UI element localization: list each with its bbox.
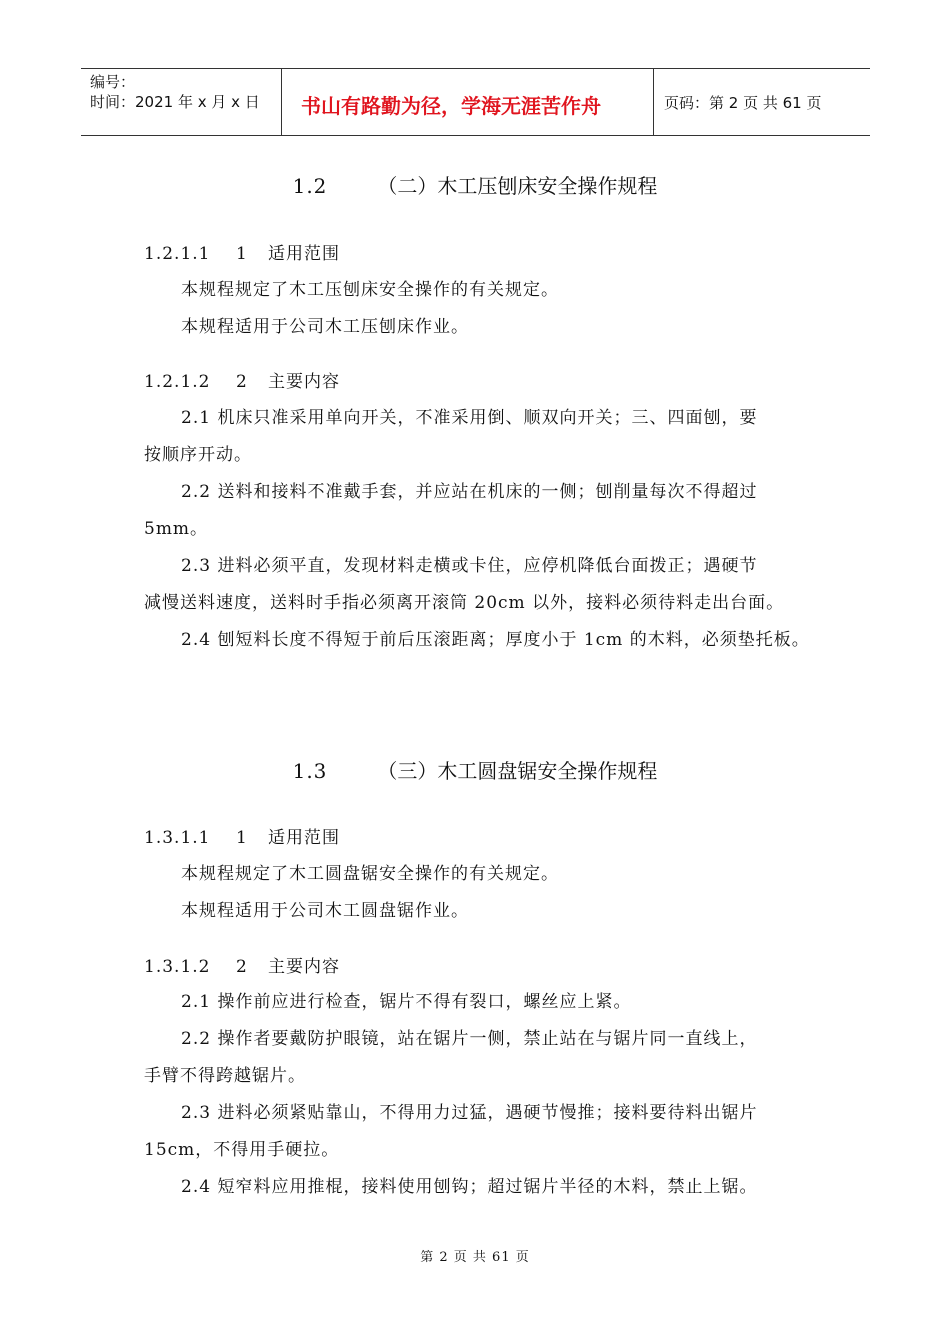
page-header	[81, 68, 870, 136]
subsection-index: 2	[236, 957, 248, 977]
subsection-title: 适用范围	[268, 828, 340, 848]
header-motto: 书山有路勤为径，学海无涯苦作舟	[282, 69, 654, 135]
subsection-title: 主要内容	[268, 372, 340, 392]
section-title	[0, 757, 950, 785]
header-page-info: 页码：第 2 页 共 61 页	[664, 94, 822, 112]
subsection-number: 1.2.1.1	[144, 244, 211, 264]
section-title	[0, 172, 950, 200]
subsection-number: 1.2.1.2	[144, 372, 211, 392]
subsection-title: 主要内容	[268, 957, 340, 977]
paragraph-line: 2.1 机床只准采用单向开关，不准采用倒、顺双向开关；三、四面刨，要	[181, 408, 758, 428]
subsection-heading	[144, 955, 340, 979]
paragraph-line: 本规程规定了木工圆盘锯安全操作的有关规定。	[181, 864, 559, 884]
paragraph-line: 本规程适用于公司木工压刨床作业。	[181, 317, 469, 337]
subsection-heading	[144, 242, 340, 266]
subsection-number: 1.3.1.2	[144, 957, 211, 977]
paragraph-line: 2.1 操作前应进行检查，锯片不得有裂口，螺丝应上紧。	[181, 992, 632, 1012]
page-footer: 第 2 页 共 61 页	[420, 1250, 530, 1265]
paragraph	[144, 272, 824, 346]
paragraph-line: 2.3 进料必须紧贴靠山，不得用力过猛，遇硬节慢推；接料要待料出锯片	[181, 1103, 758, 1123]
paragraph	[144, 984, 824, 1206]
paragraph-line: 按顺序开动。	[144, 445, 252, 465]
paragraph-line: 减慢送料速度，送料时手指必须离开滚筒 20cm 以外，接料必须待料走出台面。	[144, 593, 785, 613]
paragraph-line: 2.4 短窄料应用推棍，接料使用刨钩；超过锯片半径的木料，禁止上锯。	[181, 1177, 758, 1197]
paragraph	[144, 400, 824, 659]
section-heading: （三）木工圆盘锯安全操作规程	[377, 759, 658, 783]
header-meta	[81, 69, 282, 135]
paragraph	[144, 856, 824, 930]
subsection-index: 1	[236, 828, 248, 848]
paragraph-line: 2.3 进料必须平直，发现材料走横或卡住，应停机降低台面拨正；遇硬节	[181, 556, 758, 576]
subsection-index: 1	[236, 244, 248, 264]
section-number: 1.3	[292, 759, 328, 783]
paragraph-line: 本规程规定了木工压刨床安全操作的有关规定。	[181, 280, 559, 300]
subsection-heading	[144, 826, 340, 850]
paragraph-line: 15cm，不得用手硬拉。	[144, 1140, 340, 1160]
paragraph-line: 本规程适用于公司木工圆盘锯作业。	[181, 901, 469, 921]
paragraph-line: 2.2 送料和接料不准戴手套，并应站在机床的一侧；刨削量每次不得超过	[181, 482, 758, 502]
document-time: 时间：2021 年 x 月 x 日	[90, 93, 260, 111]
subsection-number: 1.3.1.1	[144, 828, 211, 848]
paragraph-line: 手臂不得跨越锯片。	[144, 1066, 306, 1086]
section-number: 1.2	[292, 174, 328, 198]
subsection-index: 2	[236, 372, 248, 392]
paragraph-line: 5mm。	[144, 519, 209, 539]
document-number-label: 编号：	[90, 73, 136, 91]
subsection-title: 适用范围	[268, 244, 340, 264]
subsection-heading	[144, 370, 340, 394]
paragraph-line: 2.4 刨短料长度不得短于前后压滚距离；厚度小于 1cm 的木料，必须垫托板。	[181, 630, 810, 650]
paragraph-line: 2.2 操作者要戴防护眼镜，站在锯片一侧，禁止站在与锯片同一直线上，	[181, 1029, 758, 1049]
section-heading: （二）木工压刨床安全操作规程	[377, 174, 658, 198]
